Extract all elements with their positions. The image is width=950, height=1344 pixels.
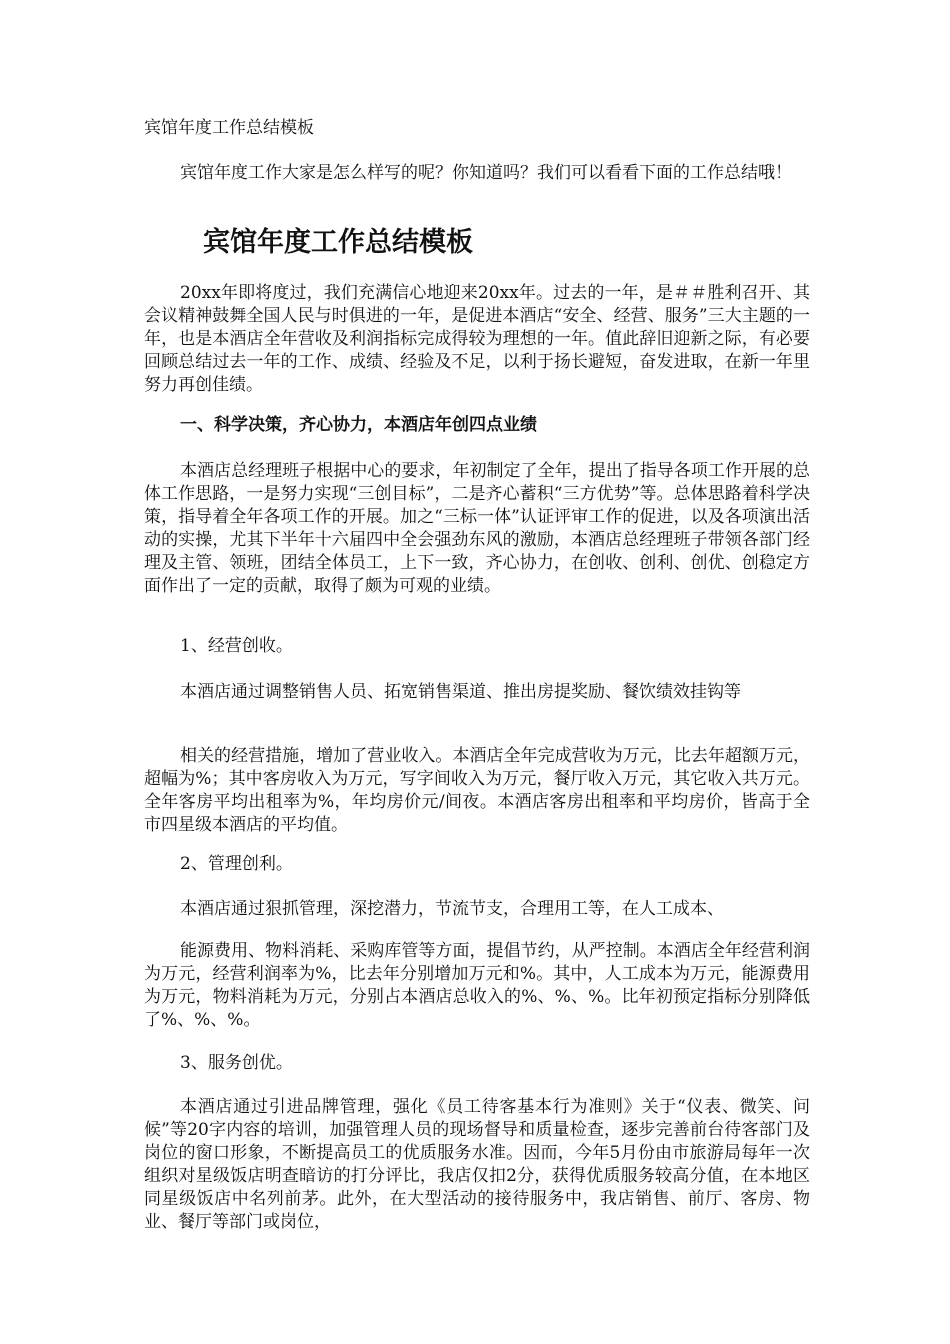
body-paragraph: 本酒店通过调整销售人员、拓宽销售渠道、推出房提奖励、餐饮绩效挂钩等: [180, 682, 741, 702]
body-paragraph: 20xx年即将度过，我们充满信心地迎来20xx年。过去的一年，是＃＃胜利召开、其会议精神鼓舞全国人民与时俱进的一年，是促进本酒店“安全、经营、服务”三大主题的一年，也是本酒店全年营收及利润指标完成得较为理想的一年。值此辞旧迎新之际，有必要回顾总结过去一年的工作、成绩、经验及不足，以利于扬长避短，奋发进取，在新一年里努力再创佳绩。: [144, 283, 810, 395]
subsection-heading: 2、管理创利。: [180, 854, 293, 874]
intro-paragraph: 宾馆年度工作大家是怎么样写的呢？你知道吗？我们可以看看下面的工作总结哦！: [180, 163, 792, 183]
document-label: 宾馆年度工作总结模板: [144, 118, 314, 138]
subsection-heading: 1、经营创收。: [180, 636, 293, 656]
body-paragraph: 本酒店通过引进品牌管理，强化《员工待客基本行为准则》关于“仪表、微笑、问候”等20字内容的培训，加强管理人员的现场督导和质量检查，逐步完善前台待客部门及岗位的窗口形象，不断提高员工的优质服务水准。因而，今年5月份由市旅游局每年一次组织对星级饭店明查暗访的打分评比，我店仅扣2分，获得优质服务较高分值，在本地区同星级饭店中名列前茅。此外，在大型活动的接待服务中，我店销售、前厅、客房、物业、餐厅等部门或岗位，: [144, 1097, 810, 1232]
subsection-heading: 3、服务创优。: [180, 1053, 293, 1073]
section-heading: 一、科学决策，齐心协力，本酒店年创四点业绩: [180, 415, 537, 435]
body-paragraph: 相关的经营措施，增加了营业收入。本酒店全年完成营收为万元，比去年超额万元，超幅为%；其中客房收入为万元，写字间收入为万元，餐厅收入万元，其它收入共万元。全年客房平均出租率为%，年均房价元/间夜。本酒店客房出租率和平均房价，皆高于全市四星级本酒店的平均值。: [144, 746, 810, 835]
body-paragraph: 本酒店总经理班子根据中心的要求，年初制定了全年，提出了指导各项工作开展的总体工作思路，一是努力实现“三创目标”，二是齐心蓄积“三方优势”等。总体思路着科学决策，指导着全年各项工作的开展。加之“三标一体”认证评审工作的促进，以及各项演出活动的实操，尤其下半年十六届四中全会强劲东风的激励，本酒店总经理班子带领各部门经理及主管、领班，团结全体员工，上下一致，齐心协力，在创收、创利、创优、创稳定方面作出了一定的贡献，取得了颇为可观的业绩。: [144, 461, 810, 596]
body-paragraph: 本酒店通过狠抓管理，深挖潜力，节流节支，合理用工等，在人工成本、: [180, 899, 724, 919]
page-title: 宾馆年度工作总结模板: [203, 227, 473, 258]
body-paragraph: 能源费用、物料消耗、采购库管等方面，提倡节约，从严控制。本酒店全年经营利润为万元，经营利润率为%，比去年分别增加万元和%。其中，人工成本为万元，能源费用为万元，物料消耗为万元，分别占本酒店总收入的%、%、%。比年初预定指标分别降低了%、%、%。: [144, 941, 810, 1030]
